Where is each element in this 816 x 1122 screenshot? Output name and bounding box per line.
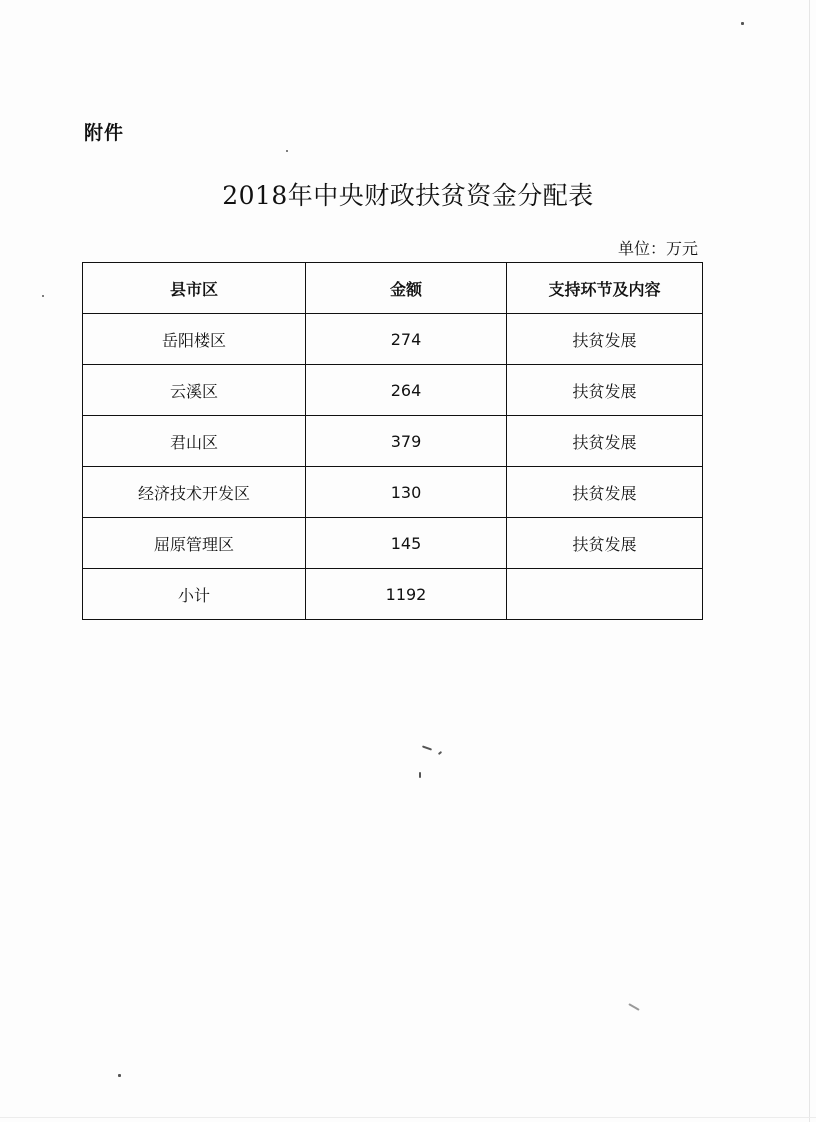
- district-cell: 经济技术开发区: [83, 467, 306, 518]
- content-cell: 扶贫发展: [507, 416, 703, 467]
- table-row: [83, 416, 703, 467]
- scan-speck: [438, 751, 442, 755]
- column-header-content: 支持环节及内容: [507, 263, 703, 314]
- table-row: [83, 365, 703, 416]
- scan-speck: [286, 150, 288, 152]
- district-cell: 云溪区: [83, 365, 306, 416]
- amount-cell: 130: [306, 467, 507, 518]
- amount-cell: 274: [306, 314, 507, 365]
- content-cell: 扶贫发展: [507, 314, 703, 365]
- scan-speck: [422, 745, 432, 750]
- district-cell: 屈原管理区: [83, 518, 306, 569]
- district-cell: 君山区: [83, 416, 306, 467]
- content-cell: 扶贫发展: [507, 467, 703, 518]
- content-cell: 扶贫发展: [507, 365, 703, 416]
- scan-speck: [419, 772, 421, 778]
- allocation-table: [82, 262, 703, 620]
- unit-note: 单位：万元: [617, 239, 698, 258]
- subtotal-row: [83, 569, 703, 620]
- content-cell: 扶贫发展: [507, 518, 703, 569]
- scan-speck: [42, 295, 44, 297]
- column-header-district: 县市区: [83, 263, 306, 314]
- subtotal-amount-cell: 1192: [306, 569, 507, 620]
- scan-speck: [741, 22, 744, 25]
- district-cell: 岳阳楼区: [83, 314, 306, 365]
- amount-cell: 264: [306, 365, 507, 416]
- table-row: [83, 518, 703, 569]
- table-row: [83, 314, 703, 365]
- scan-edge-right: [809, 0, 810, 1122]
- scan-speck: [628, 1003, 639, 1011]
- amount-cell: 379: [306, 416, 507, 467]
- scan-speck: [118, 1074, 121, 1077]
- table-header-row: [83, 263, 703, 314]
- subtotal-content-cell: [507, 569, 703, 620]
- table-row: [83, 467, 703, 518]
- amount-cell: 145: [306, 518, 507, 569]
- attachment-label: 附件: [84, 122, 125, 144]
- page-title: 2018年中央财政扶贫资金分配表: [222, 181, 594, 210]
- subtotal-label-cell: 小计: [83, 569, 306, 620]
- column-header-amount: 金额: [306, 263, 507, 314]
- scan-edge-bottom: [0, 1117, 816, 1118]
